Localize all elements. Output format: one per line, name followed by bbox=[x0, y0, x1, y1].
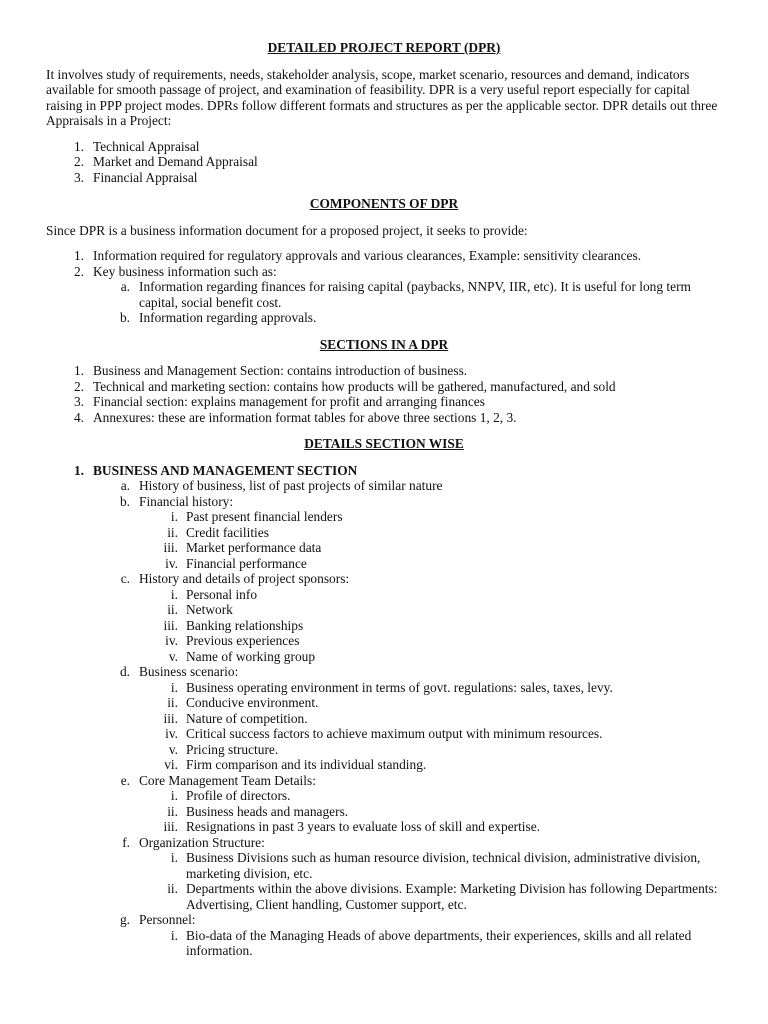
list-item: 2. Key business information such as: bbox=[73, 263, 277, 279]
list-item: iii. Market performance data bbox=[163, 540, 322, 555]
list-item: 3. Financial section: explains management for profit and arranging finances bbox=[73, 394, 485, 409]
list-item: i. Business operating environment in terms of govt. regulations: sales, taxes, levy. bbox=[170, 679, 613, 695]
components-intro: Since DPR is a business information document for a proposed project, it seeks to provide: bbox=[46, 222, 528, 238]
list-item: b. Financial history: bbox=[119, 493, 234, 509]
list-item: 1. Information required for regulatory approvals and various clearances, Example: sensitivity clearances. bbox=[73, 248, 642, 263]
list-item: g. Personnel: bbox=[119, 912, 196, 927]
document-title: DETAILED PROJECT REPORT (DPR) bbox=[267, 40, 501, 55]
list-item: 1. Technical Appraisal bbox=[73, 138, 200, 154]
list-item: i. Bio-data of the Managing Heads of above departments, their experiences, skills and all related information. bbox=[170, 927, 692, 958]
details-list bbox=[46, 463, 722, 959]
list-item: ii. Network bbox=[167, 602, 233, 617]
intro-paragraph: It involves study of requirements, needs, stakeholder analysis, scope, market scenario, resources and demand, indicators available for smooth passage of project, and examination of feasibility. DPR is a very useful report especially for capital raising in PPP project modes. DPRs follow different formats and structures as per the applicable sector. DPR details out three Appraisals in a Project: bbox=[46, 66, 718, 128]
list-item: i. Profile of directors. bbox=[170, 788, 291, 803]
list-item: e. Core Management Team Details: bbox=[120, 772, 316, 788]
list-item: vi. Firm comparison and its individual standing. bbox=[164, 757, 427, 772]
sections-heading: SECTIONS IN A DPR bbox=[319, 336, 449, 352]
list-item: i. Business Divisions such as human resource division, technical division, administrative division, marketing division, etc. bbox=[170, 850, 701, 881]
list-item: ii. Credit facilities bbox=[167, 524, 269, 540]
list-item: 2. Market and Demand Appraisal bbox=[73, 154, 258, 169]
details-heading: DETAILS SECTION WISE bbox=[304, 436, 464, 451]
sections-list bbox=[46, 363, 722, 425]
list-item: 1. Business and Management Section: contains introduction of business. bbox=[73, 363, 468, 378]
list-item: iii. Banking relationships bbox=[163, 617, 304, 633]
list-item: f. Organization Structure: bbox=[122, 834, 265, 850]
list-item: b. Information regarding approvals. bbox=[119, 310, 317, 325]
appraisal-list bbox=[46, 139, 722, 186]
list-item: 3. Financial Appraisal bbox=[73, 169, 198, 185]
list-item: ii. Conducive environment. bbox=[167, 695, 319, 710]
list-item: iii. Resignations in past 3 years to evaluate loss of skill and expertise. bbox=[163, 819, 541, 834]
list-item: ii. Business heads and managers. bbox=[167, 803, 349, 819]
list-item: iii. Nature of competition. bbox=[163, 710, 308, 726]
list-item: v. Name of working group bbox=[168, 648, 316, 664]
list-item: iv. Financial performance bbox=[165, 555, 307, 571]
list-item: d. Business scenario: bbox=[119, 664, 239, 679]
list-item: iv. Previous experiences bbox=[165, 633, 300, 648]
list-item: c. History and details of project sponsors: bbox=[120, 571, 350, 586]
components-list bbox=[46, 248, 722, 326]
list-item: a. History of business, list of past projects of similar nature bbox=[120, 478, 443, 493]
list-item: ii. Departments within the above divisions. Example: Marketing Division has following Departments: Advertising, Client handling, Customer support, etc. bbox=[167, 881, 718, 912]
list-item: i. Personal info bbox=[170, 586, 258, 602]
list-item: iv. Critical success factors to achieve maximum output with minimum resources. bbox=[165, 726, 603, 741]
list-item: 2. Technical and marketing section: contains how products will be gathered, manufactured, and sold bbox=[73, 378, 616, 394]
list-item: i. Past present financial lenders bbox=[170, 509, 343, 524]
list-item: v. Pricing structure. bbox=[168, 741, 279, 757]
list-item: a. Information regarding finances for raising capital (paybacks, NNPV, IIR, etc). It is useful for long term capital, social benefit cost. bbox=[120, 279, 691, 310]
components-heading: COMPONENTS OF DPR bbox=[309, 196, 459, 211]
section-title: 1. BUSINESS AND MANAGEMENT SECTION bbox=[73, 462, 358, 478]
list-item: 4. Annexures: these are information format tables for above three sections 1, 2, 3. bbox=[73, 409, 517, 425]
